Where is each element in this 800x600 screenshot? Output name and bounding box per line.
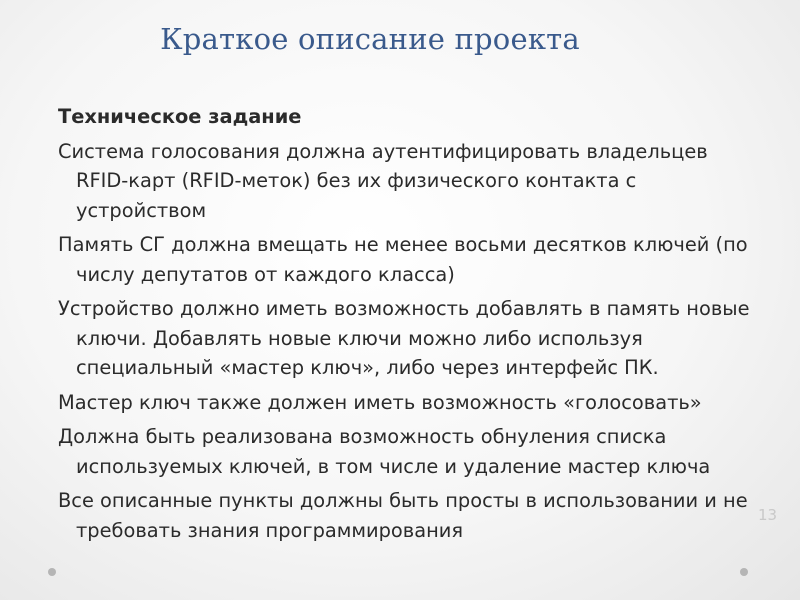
- list-item: Все описанные пункты должны быть просты в использовании и не требовать знания программирования: [58, 489, 748, 542]
- list-item: Мастер ключ также должен иметь возможность «голосовать»: [58, 390, 702, 414]
- list-item: Должна быть реализована возможность обнуления списка используемых ключей, в том числе и удаление мастер ключа: [58, 425, 711, 478]
- list-item: Система голосования должна аутентифицировать владельцев RFID-карт (RFID-меток) без их физического контакта с устройством: [58, 139, 708, 222]
- list-item: Устройство должно иметь возможность добавлять в память новые ключи. Добавлять новые ключи можно либо используя специальный «мастер ключ», либо через интерфейс ПК.: [58, 297, 750, 379]
- decorative-dot-icon: [740, 568, 748, 576]
- slide-content: [58, 102, 758, 550]
- slide-title: Краткое описание проекта: [160, 22, 580, 56]
- page-number: 13: [758, 506, 778, 524]
- decorative-dot-icon: [48, 568, 56, 576]
- list-item: Память СГ должна вмещать не менее восьми десятков ключей (по числу депутатов от каждого класса): [58, 233, 748, 286]
- section-heading: Техническое задание: [58, 105, 302, 128]
